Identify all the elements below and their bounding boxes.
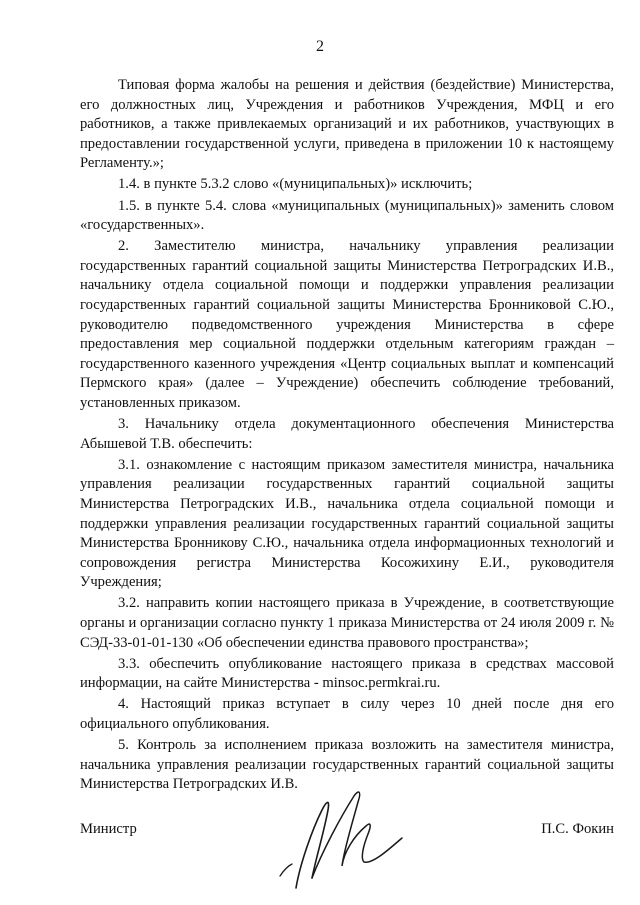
document-body xyxy=(80,76,614,796)
paragraph-item-4: 4. Настоящий приказ вступает в силу через 10 дней после дня его официального опубликования. xyxy=(80,696,614,732)
paragraph-item-1-4: 1.4. в пункте 5.3.2 слово «(муниципальных)» исключить; xyxy=(118,176,473,193)
paragraph-item-3: 3. Начальнику отдела документационного обеспечения Министерства Абышевой Т.В. обеспечить: xyxy=(80,416,614,452)
paragraph-item-1-5: 1.5. в пункте 5.4. слова «муниципальных (муниципальных)» заменить словом «государственных». xyxy=(80,197,614,234)
paragraph-item-3-2: 3.2. направить копии настоящего приказа в Учреждение, в соответствующие органы и организации согласно пункту 1 приказа Министерства от 24 июля 2009 г. № СЭД-33-01-01-130 «Об обеспечении единства правового пространства»; xyxy=(80,595,614,651)
paragraph-item-3-3: 3.3. обеспечить опубликование настоящего приказа в средствах массовой информации, на сайте Министерства - minsoc.permkrai.ru. xyxy=(80,655,614,692)
paragraph-item-5: 5. Контроль за исполнением приказа возложить на заместителя министра, начальника управления реализации государственных гарантий социальной защиты Министерства Петроградских И.В. xyxy=(80,737,614,793)
paragraph-item-2: 2. Заместителю министра, начальнику управления реализации государственных гарантий социальной защиты Министерства Петроградских И.В., начальнику отдела социальной помощи и поддержки управления реализации государственных гарантий социальной защиты Министерства Бронниковой С.Ю., руководителю подведомственного учреждения Министерства в сфере предоставления мер социальной поддержки отдельным категориям граждан – государственного казенного учреждения «Центр социальных выплат и компенсаций Пермского края» (далее – Учреждение) обеспечить соблюдение требований, установленных приказом. xyxy=(80,238,614,411)
signer-title: Министр xyxy=(80,821,137,837)
handwritten-signature xyxy=(262,780,412,892)
page-number: 2 xyxy=(316,38,324,55)
paragraph-complaint-form: Типовая форма жалобы на решения и действия (бездействие) Министерства, его должностных лиц, Учреждения и работников Учреждения, МФЦ и его работников, а также привлекаемых организаций и их работников, участвующих в предоставлении государственной услуги, приведена в приложении 10 к настоящему Регламенту.»; xyxy=(80,77,614,172)
paragraph-item-3-1: 3.1. ознакомление с настоящим приказом заместителя министра, начальника управления реализации государственных гарантий социальной защиты Министерства Петроградских И.В., начальника отдела социальной помощи и поддержки управления реализации государственных гарантий социальной защиты Министерства Бронникову С.Ю., начальника отдела информационных технологий и сопровождения регистра Министерства Косожихину Е.И., руководителя Учреждения; xyxy=(80,456,614,591)
signature-block xyxy=(0,780,640,900)
signer-name: П.С. Фокин xyxy=(541,821,614,837)
